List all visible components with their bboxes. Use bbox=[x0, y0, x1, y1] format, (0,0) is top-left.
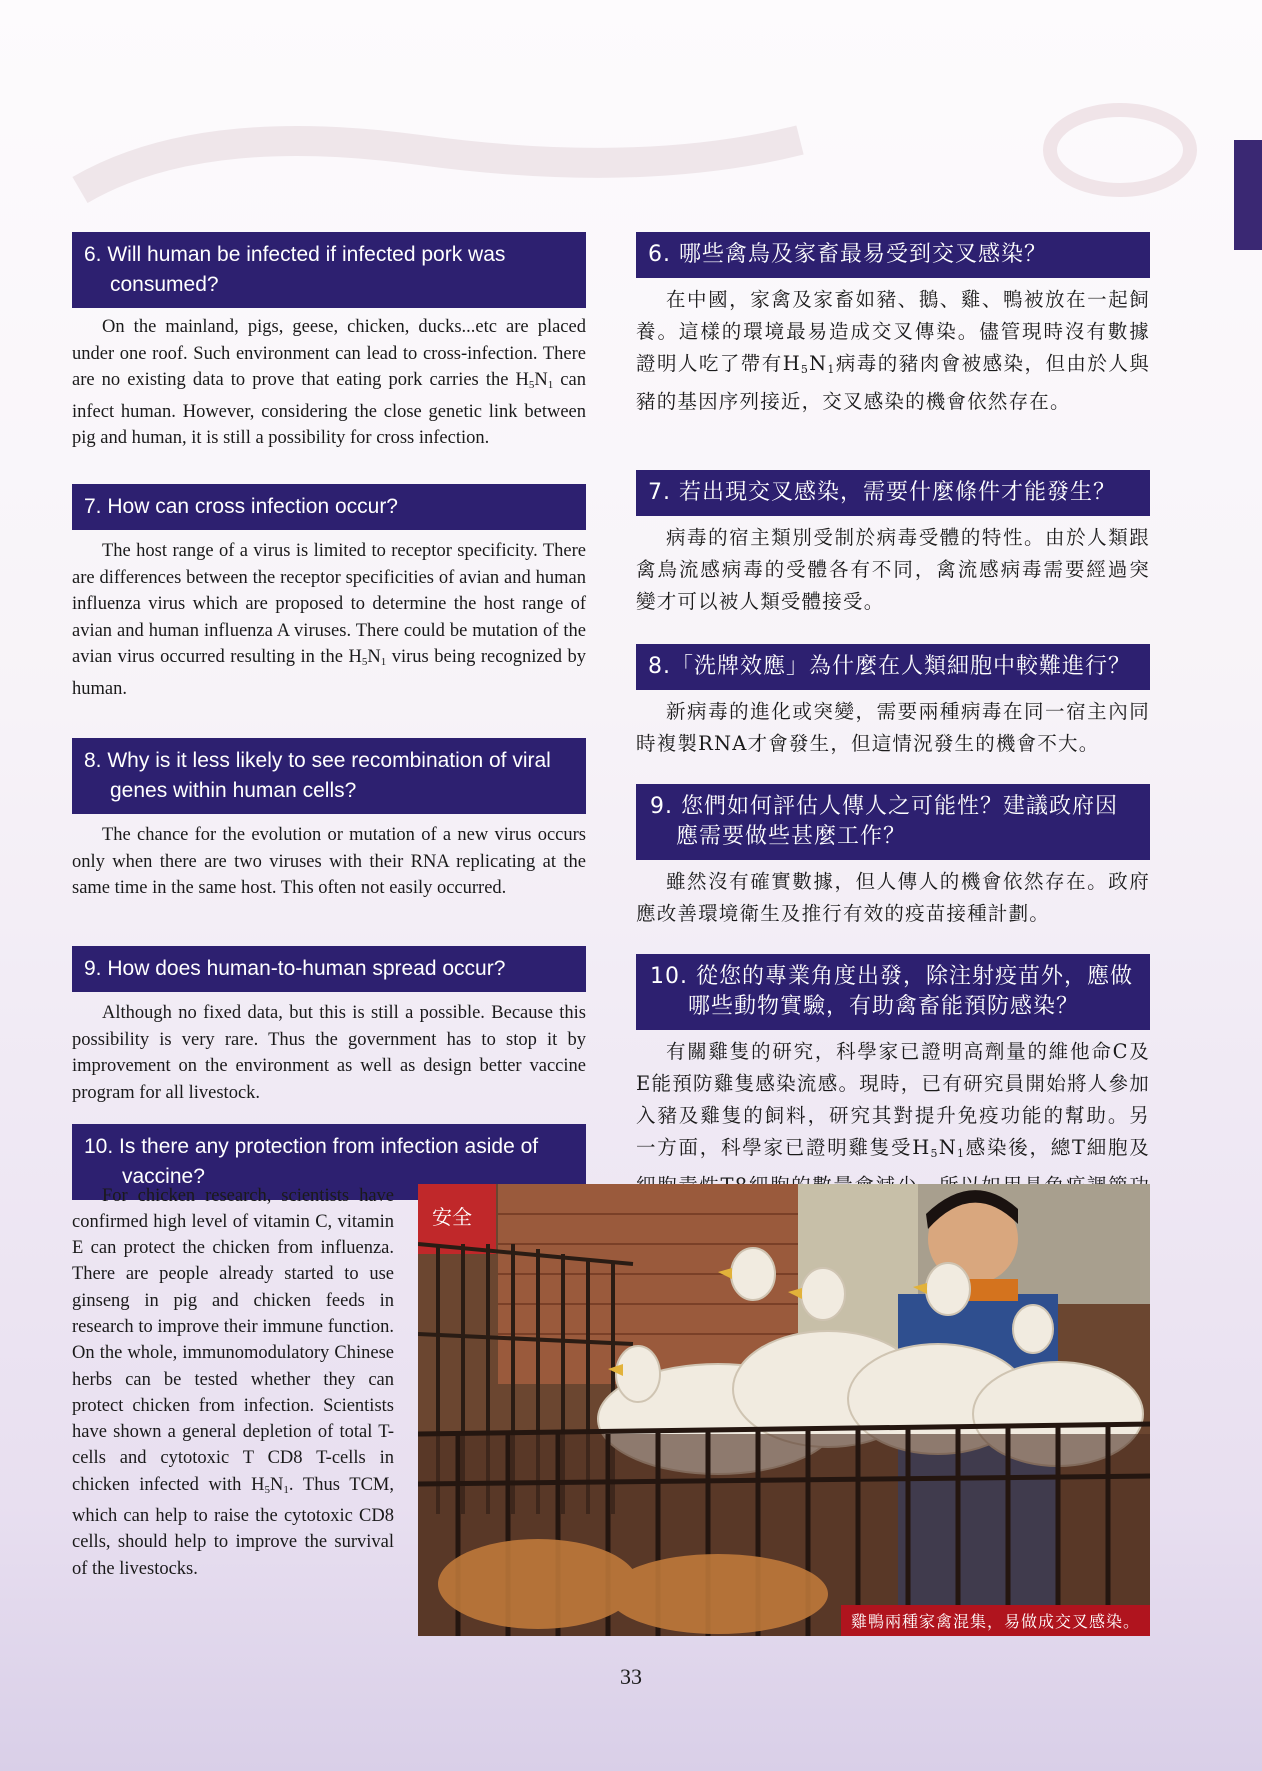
q9-answer: Although no fixed data, but this is still a possible. Because this possibility is very rare. Thus the government has to stop it by improvement on the environment as well as design better vaccine program for all livestock. bbox=[72, 1003, 586, 1103]
q8-answer: The chance for the evolution or mutation of a new virus occurs only when there are two viruses with their RNA replicating at the same time in the same host. This often not easily occurred. bbox=[72, 825, 586, 898]
side-tab bbox=[1234, 140, 1262, 250]
photo-sign-text: 安全 bbox=[432, 1205, 472, 1229]
photo-caption: 雞鴨兩種家禽混集，易做成交叉感染。 bbox=[841, 1605, 1150, 1636]
cn-q9-answer: 雖然沒有確實數據，但人傳人的機會依然存在。政府應改善環境衛生及推行有效的疫苗接種計劃。 bbox=[636, 870, 1150, 925]
q8-heading: 8. Why is it less likely to see recombination of viral genes within human cells? bbox=[72, 738, 586, 814]
photo-illustration bbox=[418, 1184, 1150, 1636]
q6-heading: 6. Will human be infected if infected pork was consumed? bbox=[72, 232, 586, 308]
q10-heading: 10. Is there any protection from infection aside of vaccine? bbox=[72, 1124, 586, 1200]
english-column bbox=[72, 232, 586, 1200]
cn-q7-heading: 7. 若出現交叉感染，需要什麼條件才能發生？ bbox=[636, 470, 1150, 516]
q7-answer: The host range of a virus is limited to receptor specificity. There are differences between the receptor specificities of avian and human influenza virus which are proposed to determine the host range of avian and human influenza A viruses. There could be mutation of the avian virus occurred resulting in the $H_5N_1$ virus being recognized by human. bbox=[72, 541, 587, 699]
q6-answer: On the mainland, pigs, geese, chicken, ducks...etc are placed under one roof. Such environment can lead to cross-infection. There are no existing data to prove that eating pork carries the $H_5N_1$ can infect human. However, considering the close genetic link between pig and human, it is still a possibility for cross infection. bbox=[72, 317, 586, 448]
cn-q10-heading: 10. 從您的專業角度出發，除注射疫苗外，應做哪些動物實驗，有助禽畜能預防感染？ bbox=[636, 954, 1150, 1030]
cn-q6-answer: 在中國，家禽及家畜如豬、鵝、雞、鴨被放在一起飼養。這樣的環境最易造成交叉傳染。儘管現時沒有數據證明人吃了帶有$H_5N_1$病毒的豬肉會被感染，但由於人與豬的基因序列接近，交叉感染的機會依然存在。 bbox=[636, 288, 1150, 413]
cn-q6-heading: 6. 哪些禽鳥及家畜最易受到交叉感染？ bbox=[636, 232, 1150, 278]
header-decoration bbox=[0, 0, 1262, 225]
cn-q10-answer: 有關雞隻的研究，科學家已證明高劑量的維他命C及E能預防雞隻感染流感。現時，已有研究員開始將人參加入豬及雞隻的飼料，研究其對提升免疫功能的幫助。另一方面，科學家已證明雞隻受$H_5N_1$感染後，總T細胞及 bbox=[636, 1040, 1151, 1160]
q10-answer: For chicken research, scientists have confirmed high level of vitamin C, vitamin E can protect the chicken from influenza. There are people already started to use ginseng in pig and chicken feeds in research to improve their immune function. On the whole, immunomodulatory Chinese herbs can be tested whether they can protect chicken from infection. Scientists have shown a general depletion of total T-cells and cytotoxic T CD8 T-cells in chicken infected with $H_5N_1$. Thus TCM, which can help to raise the cytotoxic CD8 cells, should help to improve the survival of the livestocks. bbox=[72, 1185, 394, 1579]
q9-heading: 9. How does human-to-human spread occur? bbox=[72, 946, 586, 992]
cn-q8-heading: 8.「洗牌效應」為什麼在人類細胞中較難進行？ bbox=[636, 644, 1150, 690]
cn-q7-answer: 病毒的宿主類別受制於病毒受體的特性。由於人類跟禽鳥流感病毒的受體各有不同，禽流感病毒需要經過突變才可以被人類受體接受。 bbox=[636, 526, 1150, 613]
cn-q8-answer: 新病毒的進化或突變，需要兩種病毒在同一宿主內同時複製RNA才會發生，但這情況發生的機會不大。 bbox=[636, 700, 1150, 755]
q7-heading: 7. How can cross infection occur? bbox=[72, 484, 586, 530]
cn-q9-heading: 9. 您們如何評估人傳人之可能性？建議政府因應需要做些甚麼工作？ bbox=[636, 784, 1150, 860]
chinese-column bbox=[636, 232, 1150, 1284]
market-photo bbox=[418, 1184, 1150, 1636]
page-number: 33 bbox=[620, 1664, 642, 1689]
